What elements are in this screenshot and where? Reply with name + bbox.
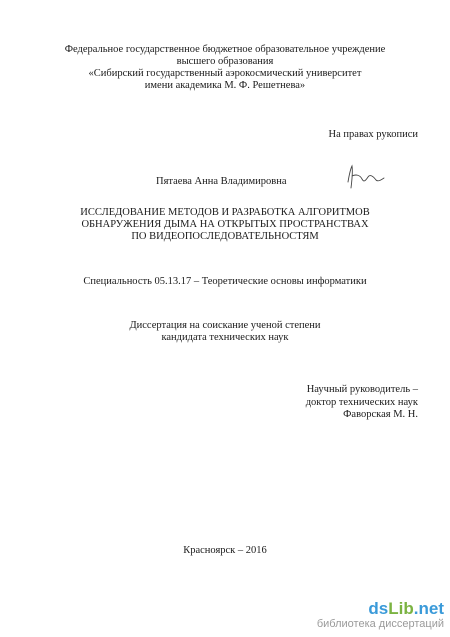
institution-line-1: Федеральное государственное бюджетное образовательное учреждение	[64, 44, 386, 55]
degree-line-2: кандидата технических наук	[161, 332, 289, 343]
institution-line-3: «Сибирский государственный аэрокосмический университет	[88, 68, 362, 79]
supervisor-line-2: доктор технических наук	[305, 396, 418, 408]
signature-image	[340, 162, 390, 194]
dslib-watermark	[317, 600, 444, 631]
dslib-tagline: библиотека диссертаций	[316, 618, 444, 630]
institution-line-2: высшего образования	[176, 56, 274, 67]
supervisor-line-1: Научный руководитель –	[306, 384, 418, 395]
supervisor-block	[280, 384, 418, 422]
title-line-2: ОБНАРУЖЕНИЯ ДЫМА НА ОТКРЫТЫХ ПРОСТРАНСТВАХ	[81, 219, 369, 230]
author-name: Пятаева Анна Владимировна	[156, 176, 287, 187]
title-line-3: ПО ВИДЕОПОСЛЕДОВАТЕЛЬНОСТЯМ	[131, 231, 319, 242]
degree-line-1: Диссертация на соискание ученой степени	[129, 320, 321, 331]
specialty-line: Специальность 05.13.17 – Теоретические основы информатики	[83, 276, 367, 287]
dslib-logo: dsLib.net	[368, 599, 444, 618]
supervisor-line-3: Фаворская М. Н.	[343, 409, 418, 420]
institution-line-4: имени академика М. Ф. Решетнева»	[144, 80, 306, 91]
rights-note: На правах рукописи	[328, 129, 418, 140]
title-line-1: ИССЛЕДОВАНИЕ МЕТОДОВ И РАЗРАБОТКА АЛГОРИТМОВ	[80, 207, 370, 218]
city-year: Красноярск – 2016	[183, 545, 267, 556]
